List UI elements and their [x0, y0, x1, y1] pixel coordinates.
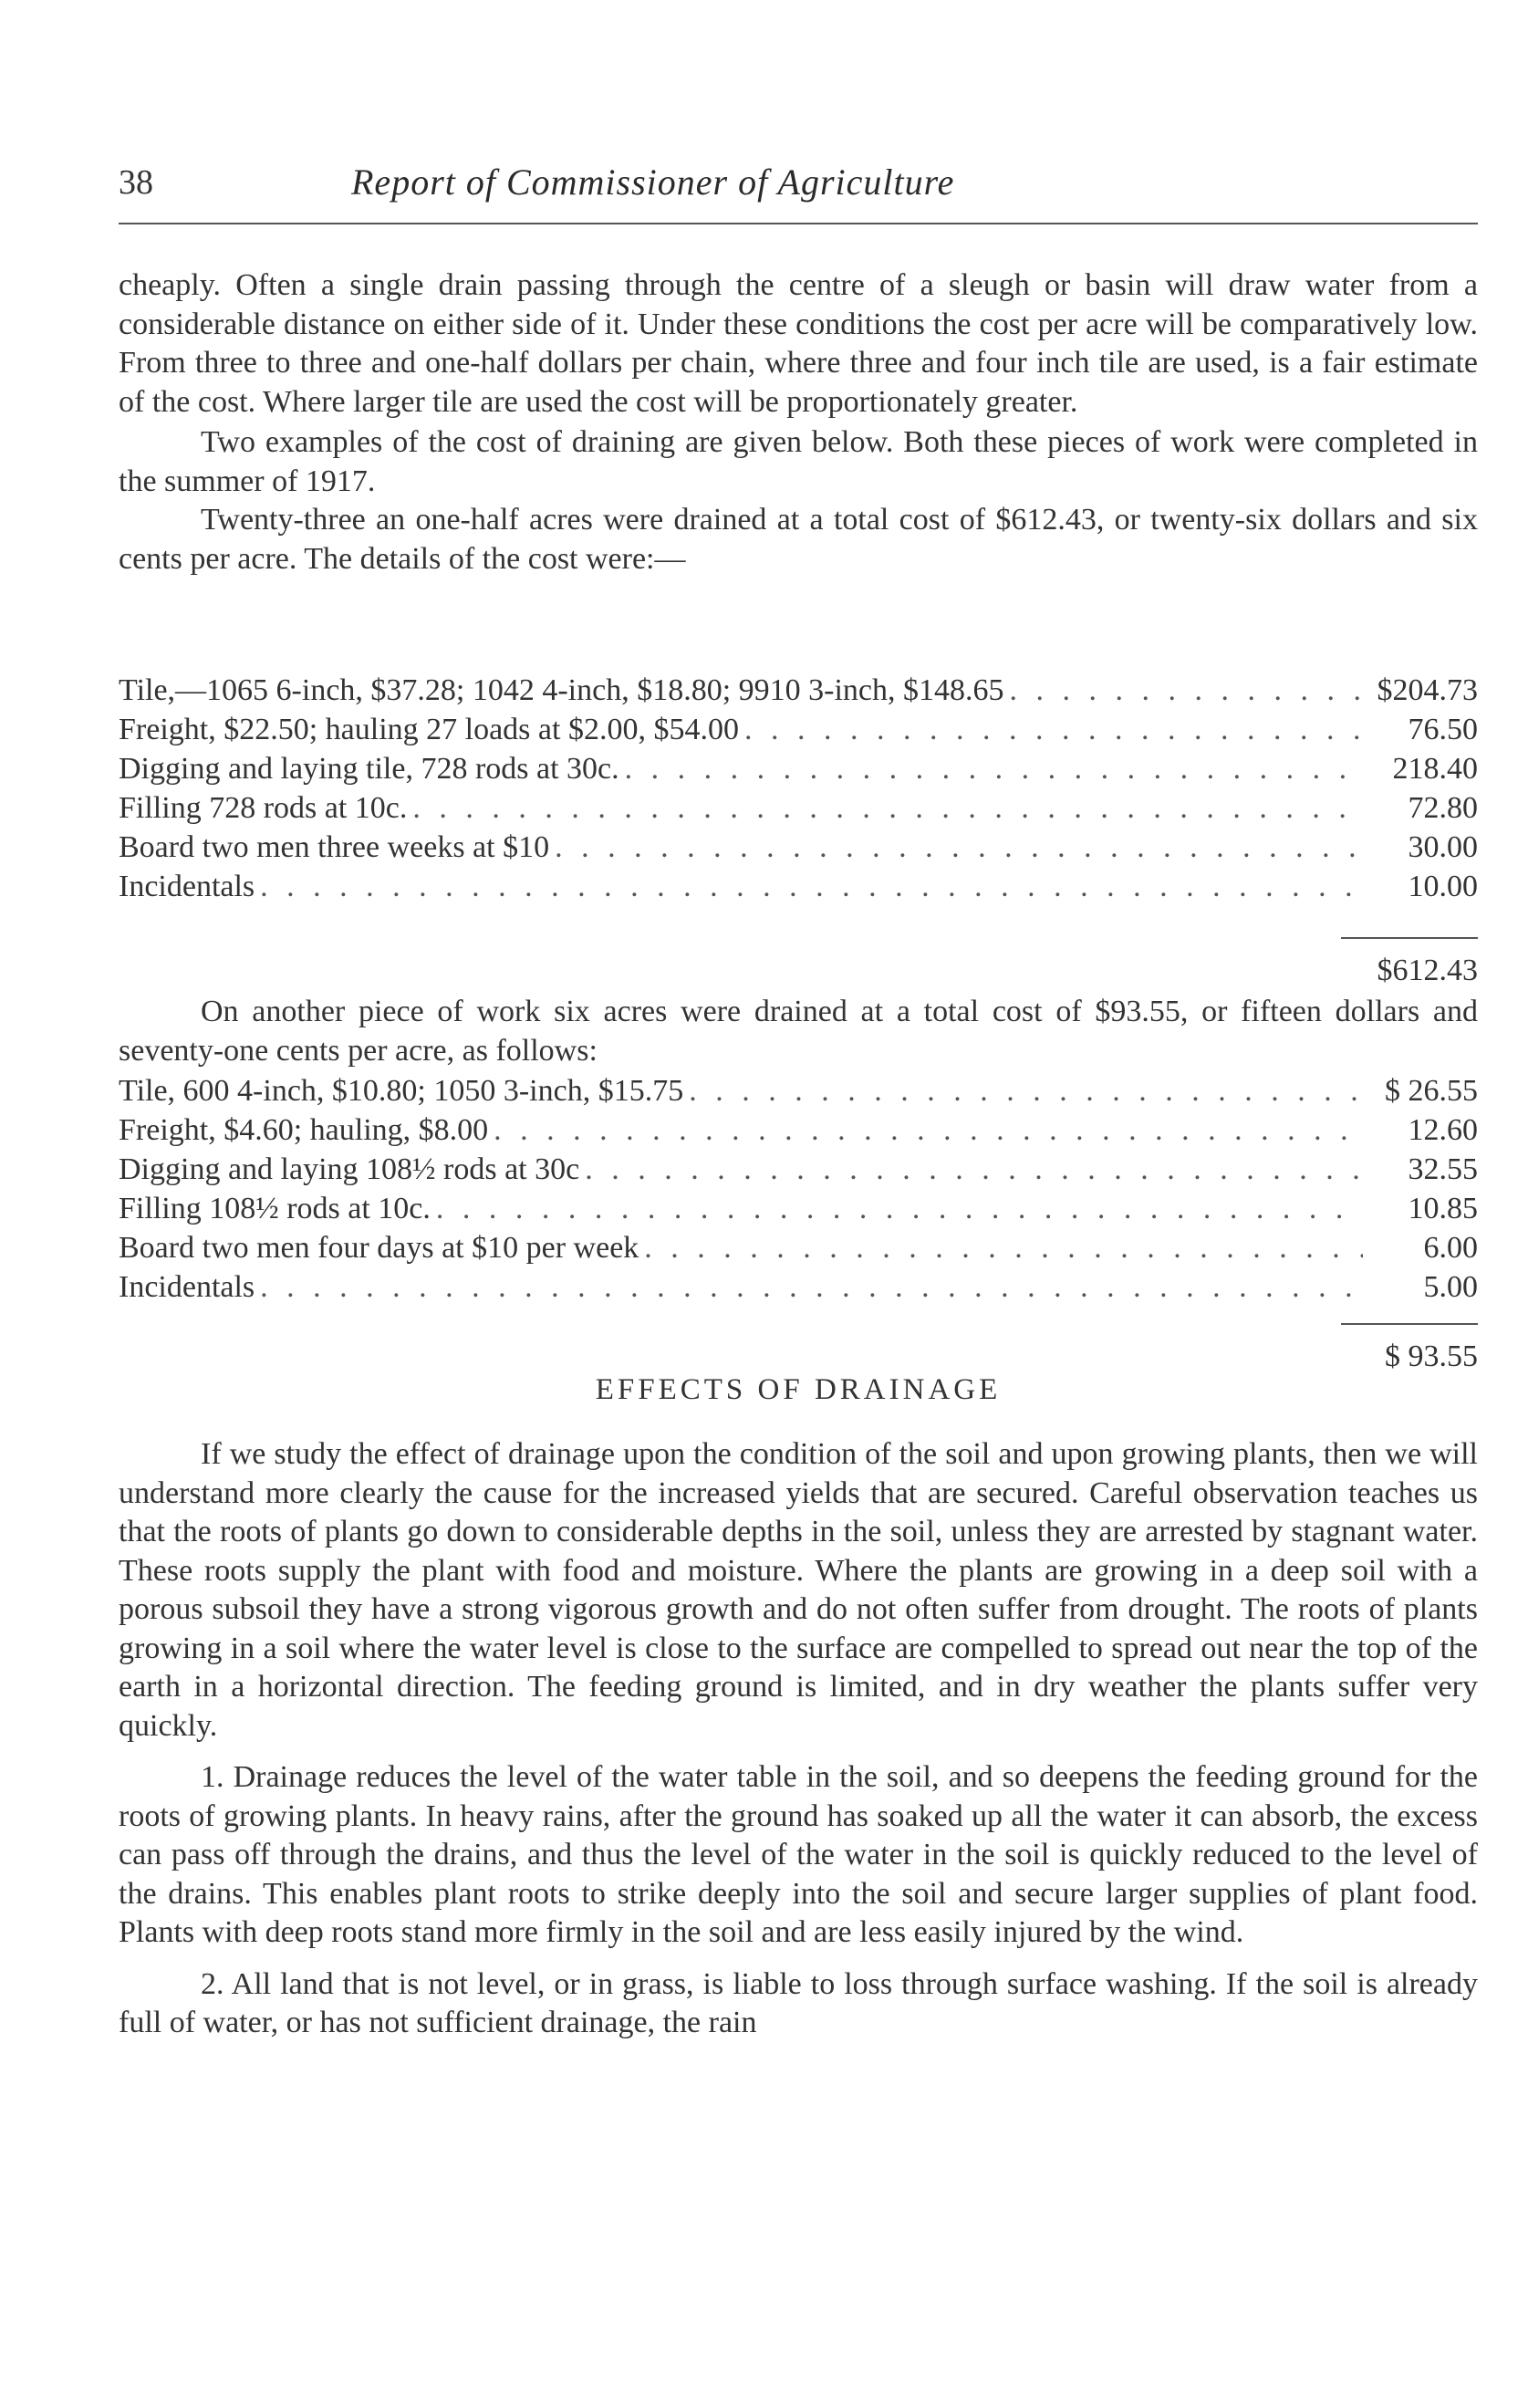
ledger-item-description: Incidentals	[119, 870, 255, 903]
ledger-row	[119, 1267, 1478, 1307]
page-header	[119, 157, 1478, 212]
intro-paragraph-3: Twenty-three an one-half acres were drained at a total cost of $612.43, or twenty-six dollars and six cents per acre. The details of the cost were:—	[119, 503, 1478, 576]
ledger-item-description: Digging and laying tile, 728 rods at 30c.	[119, 752, 619, 786]
ledger-row	[119, 828, 1478, 867]
cost-ledger-2	[119, 1071, 1478, 1307]
running-title: Report of Commissioner of Agriculture	[351, 162, 955, 203]
section-paragraph-3: 2. All land that is not level, or in grass, is liable to loss through surface washing. If the soil is already full of water, or has not sufficient drainage, the rain	[119, 1966, 1478, 2039]
leader-dots	[644, 1228, 1363, 1267]
ledger-item-description: Board two men three weeks at $10	[119, 830, 550, 864]
ledger-row	[119, 1189, 1478, 1228]
ledger-row	[119, 788, 1478, 828]
total-rule-2	[1341, 1323, 1478, 1325]
leader-dots	[625, 749, 1363, 788]
example-2-intro-paragraph: On another piece of work six acres were drained at a total cost of $93.55, or fifteen dollars and seventy-one cents per acre, as follows:	[119, 995, 1478, 1068]
ledger-row	[119, 671, 1478, 710]
ledger-2-total: $ 93.55	[1385, 1340, 1478, 1373]
intro-paragraph-1: cheaply. Often a single drain passing through the centre of a sleugh or basin will draw water from a considerable distance on either side of it. Under these conditions the cost per acre will be comparatively low. From three to three and one-half dollars per chain, where three and four inch tile are used, is a fair estimate of the cost. Where larger tile are used the cost will be proportionately greater.	[119, 268, 1478, 419]
leader-dots	[260, 1267, 1363, 1307]
ledger-item-amount: $204.73	[1377, 673, 1478, 707]
ledger-item-amount: $ 26.55	[1385, 1074, 1478, 1108]
ledger-row	[119, 1150, 1478, 1189]
leader-dots	[689, 1071, 1363, 1110]
section-paragraph-2: 1. Drainage reduces the level of the water table in the soil, and so deepens the feeding ground for the roots of growing plants. In heavy rains, after the ground has soaked up all the water it can absorb, the excess can pass off through the drains, and thus the level of the water in the soil is quickly reduced to the level of the drains. This enables plant roots to strike deeply into the soil and secure larger supplies of plant food. Plants with deep roots stand more firmly in the soil and are less easily injured by the wind.	[119, 1760, 1478, 1949]
leader-dots	[744, 710, 1363, 749]
ledger-1-total: $612.43	[1377, 954, 1478, 987]
leader-dots	[1010, 671, 1363, 710]
ledger-item-amount: 76.50	[1408, 713, 1478, 746]
ledger-item-amount: 6.00	[1423, 1231, 1478, 1265]
ledger-row	[119, 1110, 1478, 1150]
section-heading: EFFECTS OF DRAINAGE	[595, 1373, 1002, 1406]
ledger-row	[119, 867, 1478, 906]
ledger-item-description: Digging and laying 108½ rods at 30c	[119, 1152, 580, 1186]
leader-dots	[555, 828, 1363, 867]
ledger-item-description: Board two men four days at $10 per week	[119, 1231, 639, 1265]
ledger-item-amount: 30.00	[1408, 830, 1478, 864]
header-rule	[119, 223, 1478, 224]
ledger-row	[119, 749, 1478, 788]
section-paragraph-1: If we study the effect of drainage upon the condition of the soil and upon growing plants, then we will understand more clearly the cause for the increased yields that are secured. Careful observation teaches us that the roots of plants go down to considerable depths in the soil, unless they are arrested by stagnant water. These roots supply the plant with food and moisture. Where the plants are growing in a deep soil with a porous subsoil they have a strong vigorous growth and do not often suffer from drought. The roots of plants growing in a soil where the water level is close to the surface are compelled to spread out near the top of the earth in a horizontal direction. The feeding ground is limited, and in dry weather the plants suffer very quickly.	[119, 1437, 1478, 1743]
ledger-item-description: Incidentals	[119, 1270, 255, 1304]
ledger-item-amount: 32.55	[1408, 1152, 1478, 1186]
ledger-row	[119, 710, 1478, 749]
ledger-item-description: Filling 728 rods at 10c.	[119, 791, 408, 825]
ledger-item-description: Freight, $22.50; hauling 27 loads at $2.00, $54.00	[119, 713, 739, 746]
ledger-item-amount: 72.80	[1408, 791, 1478, 825]
ledger-item-amount: 10.00	[1408, 870, 1478, 903]
total-rule-1	[1341, 937, 1478, 939]
ledger-item-amount: 218.40	[1392, 752, 1478, 786]
ledger-item-description: Freight, $4.60; hauling, $8.00	[119, 1113, 489, 1147]
intro-paragraph-2: Two examples of the cost of draining are given below. Both these pieces of work were completed in the summer of 1917.	[119, 425, 1478, 498]
ledger-row	[119, 1228, 1478, 1267]
leader-dots	[494, 1110, 1363, 1150]
ledger-item-amount: 10.85	[1408, 1192, 1478, 1225]
ledger-item-description: Filling 108½ rods at 10c.	[119, 1192, 431, 1225]
intro-text	[119, 266, 1478, 579]
section-body	[119, 1435, 1478, 2043]
ledger-item-description: Tile, 600 4-inch, $10.80; 1050 3-inch, $15.75	[119, 1074, 684, 1108]
leader-dots	[260, 867, 1363, 906]
leader-dots	[436, 1189, 1363, 1228]
example-2-intro	[119, 993, 1478, 1070]
page-number: 38	[119, 163, 153, 202]
ledger-row	[119, 1071, 1478, 1110]
leader-dots	[585, 1150, 1363, 1189]
leader-dots	[412, 788, 1363, 828]
ledger-item-amount: 5.00	[1423, 1270, 1478, 1304]
ledger-item-amount: 12.60	[1408, 1113, 1478, 1147]
ledger-item-description: Tile,—1065 6-inch, $37.28; 1042 4-inch, $18.80; 9910 3-inch, $148.65	[119, 673, 1004, 707]
cost-ledger-1	[119, 671, 1478, 906]
